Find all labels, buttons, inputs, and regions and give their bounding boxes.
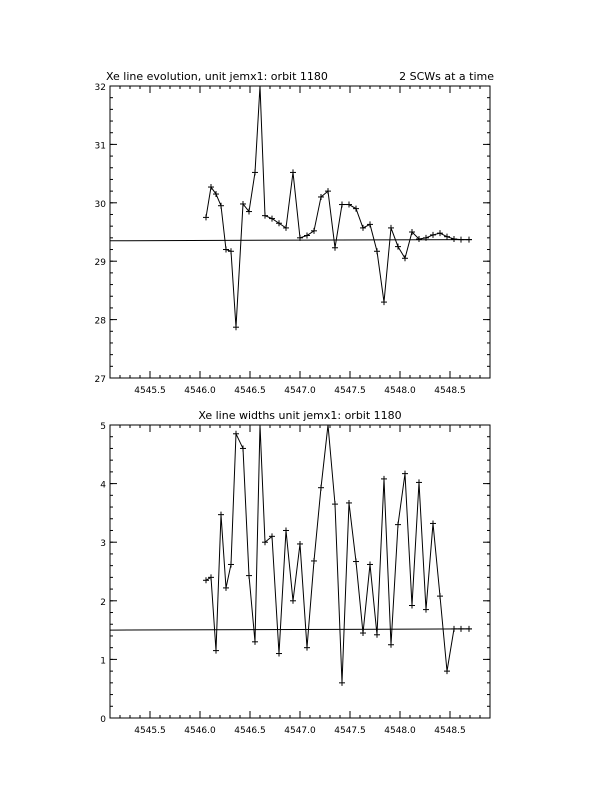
data-point [223,585,229,591]
x-tick-label: 4547.5 [334,726,366,736]
x-tick-label: 4545.5 [134,726,166,736]
data-point [252,169,258,175]
data-point [381,299,387,305]
data-point [353,206,359,212]
data-point [360,630,366,636]
data-point [466,237,472,243]
data-point [240,445,246,451]
data-point [388,642,394,648]
data-point [339,202,345,208]
data-point [283,225,289,231]
data-point [402,255,408,261]
data-point [311,558,317,564]
chart-subtitle: 2 SCWs at a time [399,70,494,83]
plot-frame [110,425,490,718]
data-point [311,228,317,234]
data-point [233,324,239,330]
data-point [458,626,464,632]
data-point [444,234,450,240]
data-point [233,431,239,437]
x-tick-label: 4546.0 [184,386,216,396]
data-point [437,593,443,599]
series-line [206,86,469,327]
y-tick-label: 5 [100,422,106,432]
y-tick-label: 31 [94,141,106,152]
data-point [346,202,352,208]
data-point [374,632,380,638]
data-point [451,236,457,242]
y-tick-label: 0 [100,715,106,725]
y-tick-label: 3 [100,539,106,550]
series-line [206,425,469,683]
x-tick-label: 4546.5 [234,726,266,736]
data-point [430,232,436,238]
x-tick-label: 4548.5 [434,386,466,396]
data-point [395,522,401,528]
data-point [213,648,219,654]
data-point [318,485,324,491]
data-point [203,214,209,220]
x-tick-label: 4547.0 [284,726,316,736]
data-point [395,244,401,250]
x-tick-label: 4547.5 [334,386,366,396]
x-tick-label: 4546.5 [234,386,266,396]
data-point [218,203,224,209]
data-point [353,559,359,565]
data-point [423,607,429,613]
data-point [290,598,296,604]
data-layer [110,422,472,686]
data-point [367,221,373,227]
data-point [252,639,258,645]
x-tick-label: 4546.0 [184,726,216,736]
x-tick-label: 4548.0 [384,726,416,736]
data-point [339,680,345,686]
data-point [257,422,263,428]
data-point [262,213,268,219]
panel-line-evolution [95,70,495,396]
data-point [360,225,366,231]
data-point [374,248,380,254]
data-point [402,471,408,477]
data-point [228,561,234,567]
x-tick-label: 4547.0 [284,386,316,396]
reference-line [110,629,472,630]
data-point [367,561,373,567]
data-point [409,602,415,608]
data-point [276,651,282,657]
data-point [416,479,422,485]
data-point [246,573,252,579]
y-tick-label: 29 [94,258,106,269]
x-tick-label: 4548.5 [434,726,466,736]
y-tick-label: 27 [94,375,106,385]
y-tick-label: 32 [94,83,106,93]
x-tick-label: 4548.0 [384,386,416,396]
data-point [466,626,472,632]
data-point [332,501,338,507]
reference-line [110,240,472,241]
panel-line-widths [100,409,490,736]
y-tick-label: 30 [94,199,106,210]
data-point [203,577,209,583]
data-point [388,225,394,231]
data-point [304,233,310,239]
data-point [458,237,464,243]
data-point [332,245,338,251]
data-point [346,500,352,506]
data-point [283,527,289,533]
data-point [444,668,450,674]
chart-title: Xe line evolution, unit jemx1: orbit 1180 [106,70,328,83]
data-point [218,512,224,518]
data-point [276,220,282,226]
x-tick-label: 4545.5 [134,386,166,396]
data-point [208,574,214,580]
data-point [269,216,275,222]
data-point [297,541,303,547]
data-point [257,83,263,89]
data-point [304,645,310,651]
chart-title: Xe line widths unit jemx1: orbit 1180 [198,409,402,422]
y-tick-label: 2 [100,597,106,608]
data-layer [110,83,472,330]
data-point [381,476,387,482]
data-point [437,230,443,236]
y-tick-label: 4 [100,480,106,491]
data-point [451,626,457,632]
data-point [290,169,296,175]
y-tick-label: 28 [94,316,106,327]
y-tick-label: 1 [100,656,106,667]
data-point [430,520,436,526]
